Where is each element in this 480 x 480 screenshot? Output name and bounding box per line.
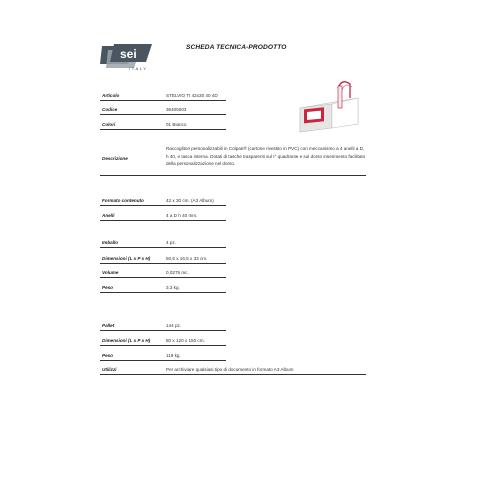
label-peso: Peso [102,285,113,290]
value-pallet: 144 pz. [166,323,182,328]
value-pallet-dimensioni: 80 x 120 x 150 cm. [166,338,205,343]
value-articolo: STELVIO TI 42x30 40 4D [166,93,218,98]
label-anelli: Anelli [102,213,115,218]
rule-utilizzi [100,374,366,375]
value-formato: 42 x 30 cm. (A3 Album) [166,198,214,203]
label-pallet-dimensioni: Dimensioni (L x P x H) [102,338,151,343]
rule-codice [100,114,226,115]
page-title: SCHEDA TECNICA-PRODOTTO [186,44,287,51]
rule-pallet [100,330,226,331]
logo-subtext: ITALY [129,66,148,71]
value-utilizzi: Per archiviare qualsiasi tipo di documento in formato A3 Album [166,367,294,372]
binder-illustration [298,78,360,134]
label-pallet: Pallet [102,323,115,328]
product-image [298,78,360,134]
rule-peso [100,292,226,293]
rule-pallet-dimensioni [100,345,226,346]
label-imballo: Imballo [102,240,119,245]
label-pallet-peso: Peso [102,353,113,358]
value-anelli: 4 a D h 40 mm. [166,213,198,218]
value-codice: 36405003 [166,107,187,112]
label-articolo: Articolo [102,93,120,98]
value-pallet-peso: 119 kg. [166,353,181,358]
logo-text: sei [120,47,137,61]
sei-logo-icon [100,40,156,76]
rule-volume [100,277,226,278]
rule-pallet-peso [100,360,226,361]
sei-logo [100,40,156,76]
rule-colori [100,129,226,130]
rule-articolo [100,100,226,101]
value-peso: 3,3 kg. [166,285,180,290]
rule-imballo [100,247,226,248]
label-volume: Volume [102,270,119,275]
rule-anelli [100,220,226,221]
value-volume: 0,0275 mc. [166,270,189,275]
label-colori: Colori [102,122,116,127]
rule-formato [100,205,226,206]
label-utilizzi: Utilizzi [102,367,117,372]
value-imballo: 4 pz. [166,240,176,245]
value-dimensioni: 50,5 x 16,5 x 33 cm. [166,256,208,261]
label-codice: Codice [102,107,118,112]
value-colori: 01 Bianco [166,122,187,127]
rule-dimensioni [100,263,226,264]
label-formato: Formato contenuto [102,198,144,203]
rule-descrizione [100,175,366,176]
label-dimensioni: Dimensioni (L x P x H) [102,256,151,261]
value-descrizione: Raccoglitori personalizzabili in Colpan® (cartone rivestito in PVC) con meccanismo a 4 anelli a D, h 40, e tasca interna. Dotati di tasche trasparenti sul I° quadrante e sul dorso inserimento facilitato della personalizzazione nel dorso. [166,146,366,167]
label-descrizione: Descrizione [102,156,128,161]
